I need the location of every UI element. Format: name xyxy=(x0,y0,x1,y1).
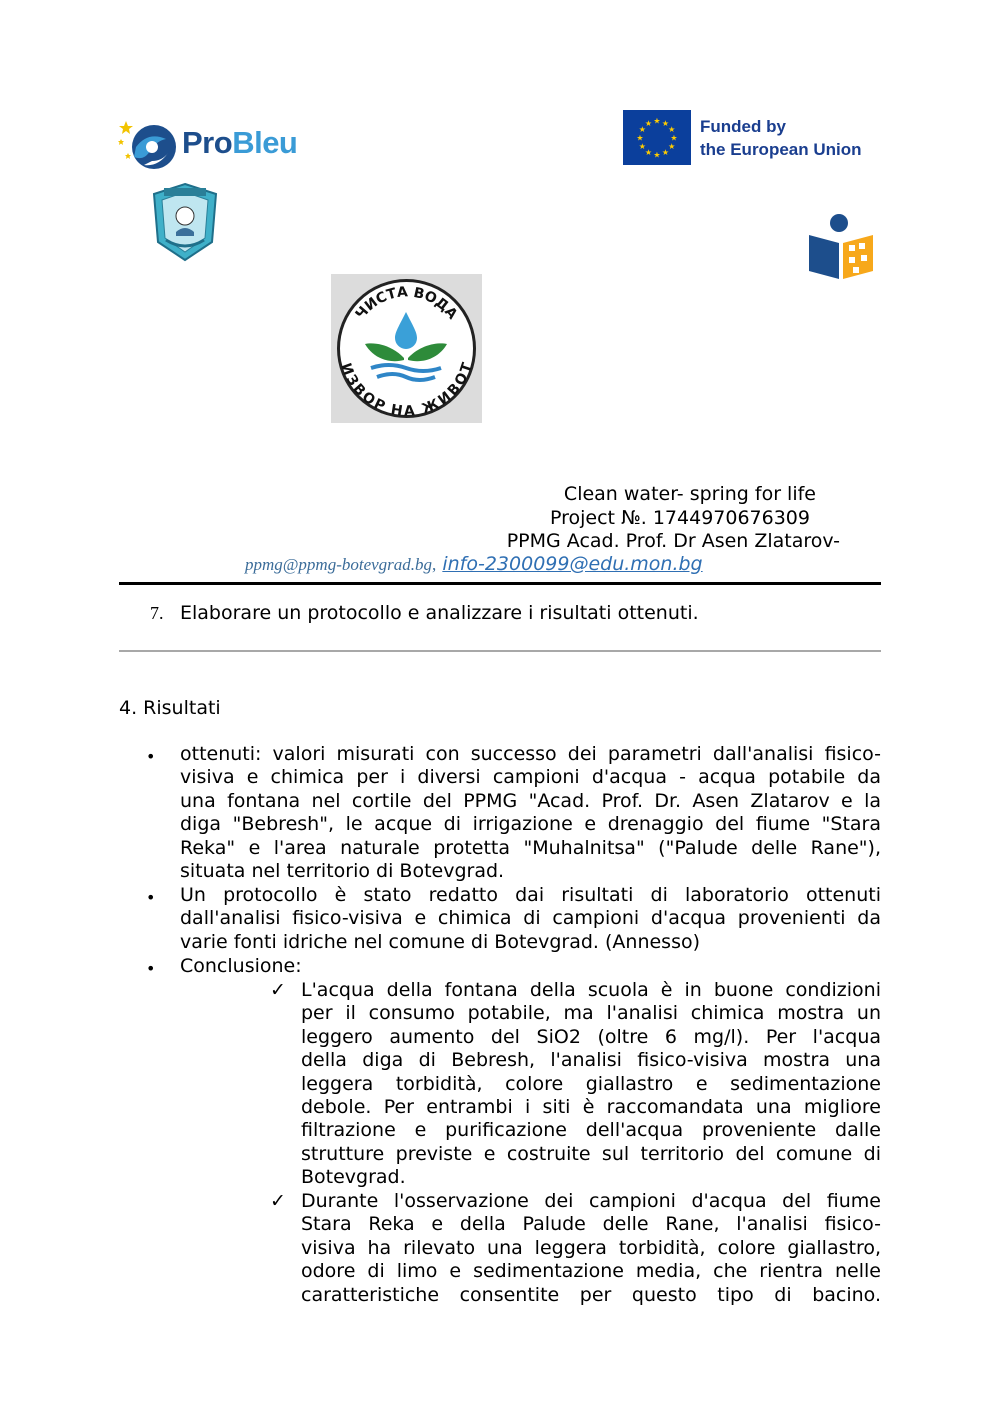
conclusion-item-fountain xyxy=(301,979,881,1190)
project-number: Project №. 1744970676309 xyxy=(549,507,810,529)
text-line: filtrazione e purificazione dell'acqua proveniente dalle xyxy=(301,1119,881,1142)
text-line: Stara Reka e della Palude delle Rane, l'analisi fisico- xyxy=(301,1213,881,1236)
text-line: Un protocollo è stato redatto dai risultati di laboratorio ottenuti xyxy=(180,884,881,906)
text-line: leggero aumento del SiO2 (oltre 6 mg/l). Per l'acqua xyxy=(301,1025,881,1048)
text-line: diga "Bebresh", le acque di irrigazione e drenaggio del fiume "Stara xyxy=(180,813,881,836)
eu-funding-logo xyxy=(623,110,863,166)
bullet-marker: • xyxy=(146,747,156,766)
conclusion-item-river xyxy=(301,1190,881,1307)
text-line: Reka" e l'area naturale protetta "Muhalnitsa" ("Palude delle Rane"), xyxy=(180,836,881,859)
section-divider xyxy=(119,650,881,652)
text-line: Conclusione: xyxy=(180,955,302,977)
eu-star-icon: ★ xyxy=(638,142,646,151)
bullet-paragraph-protocol xyxy=(180,884,881,954)
header-divider xyxy=(119,582,881,585)
eu-star-icon: ★ xyxy=(668,125,676,134)
water-logo-bottom-text: ИЗВОР НА ЖИВОТ xyxy=(337,361,476,420)
eu-star-icon: ★ xyxy=(661,148,670,158)
probleu-wordmark: ProBleu xyxy=(182,125,298,160)
eu-funding-line2: the European Union xyxy=(700,140,862,159)
text-line: visiva e chimica per i diversi campioni d'acqua - acqua potabile da xyxy=(180,766,881,789)
text-line: L'acqua della fontana della scuola è in buone condizioni xyxy=(301,979,881,1001)
eu-flag-icon xyxy=(623,110,691,165)
checkmark-icon: ✓ xyxy=(270,1190,286,1212)
text-line: situata nel territorio di Botevgrad. xyxy=(180,860,505,883)
bullet-marker: • xyxy=(146,888,156,907)
project-title: Clean water- spring for life xyxy=(563,483,816,505)
eu-funding-line1: Funded by xyxy=(700,117,786,136)
eu-star-icon: ★ xyxy=(653,150,661,160)
school-name: PPMG Acad. Prof. Dr Asen Zlatarov- xyxy=(506,530,840,552)
text-line: ottenuti: valori misurati con successo dei parametri dall'analisi fisico- xyxy=(180,743,881,765)
email-link-info[interactable]: info-2300099@edu.mon.bg xyxy=(442,553,703,575)
text-line: strutture previste e costruite sul territorio del comune di xyxy=(301,1142,881,1165)
text-line: visiva ha rilevato una leggera torbidità, colore giallastro, xyxy=(301,1236,881,1259)
text-line: varie fonti idriche nel comune di Botevgrad. (Annesso) xyxy=(180,930,701,953)
text-line: caratteristiche consentite per questo tipo di bacino. xyxy=(301,1283,881,1306)
numbered-step xyxy=(150,602,699,624)
text-line: della diga di Bebresh, l'analisi fisico-visiva mostra una xyxy=(301,1049,881,1072)
checkmark-icon: ✓ xyxy=(270,979,286,1001)
contact-emails: ppmg@ppmg-botevgrad.bg, info-2300099@edu.mon.bg xyxy=(245,553,703,575)
text-line: Durante l'osservazione dei campioni d'acqua del fiume xyxy=(301,1190,881,1212)
text-line: una fontana nel cortile del PPMG "Acad. Prof. Dr. Asen Zlatarov e la xyxy=(180,789,881,812)
open-book-logo-icon xyxy=(805,213,877,281)
clean-water-logo xyxy=(331,274,482,423)
text-line: dall'analisi fisico-visiva e chimica di campioni d'acqua provenienti da xyxy=(180,907,881,930)
email-link-ppmg[interactable]: ppmg@ppmg-botevgrad.bg xyxy=(245,555,433,574)
eu-star-icon: ★ xyxy=(644,148,653,158)
text-line: leggera torbidità, colore giallastro e sedimentazione xyxy=(301,1072,881,1095)
text-line: odore di limo e sedimentazione media, che rientra nelle xyxy=(301,1260,881,1283)
eu-star-icon: ★ xyxy=(644,118,653,128)
step-number: 7. xyxy=(150,603,164,623)
water-logo-top-text: ЧИСТА ВОДА xyxy=(352,284,461,323)
eu-star-icon: ★ xyxy=(670,133,678,143)
eu-star-icon: ★ xyxy=(653,116,661,126)
school-badge-logo xyxy=(150,182,220,262)
bullet-paragraph-conclusion xyxy=(180,955,881,978)
text-line: Botevgrad. xyxy=(301,1166,406,1189)
eu-star-icon: ★ xyxy=(661,118,670,128)
eu-funding-text xyxy=(700,115,862,161)
section-heading: 4. Risultati xyxy=(119,697,221,719)
bullet-paragraph-results xyxy=(180,743,881,883)
probleu-swirl-icon xyxy=(118,117,180,173)
eu-star-icon: ★ xyxy=(668,142,676,151)
text-line: per il consumo potabile, ma l'analisi chimica mostra un xyxy=(301,1002,881,1025)
step-text: Elaborare un protocollo e analizzare i risultati ottenuti. xyxy=(180,602,699,624)
eu-star-icon: ★ xyxy=(636,133,644,143)
probleu-logo xyxy=(118,117,318,173)
eu-star-icon: ★ xyxy=(638,125,646,134)
text-line: debole. Per entrambi i siti è raccomandata una migliore xyxy=(301,1096,881,1119)
bullet-marker: • xyxy=(146,959,156,978)
